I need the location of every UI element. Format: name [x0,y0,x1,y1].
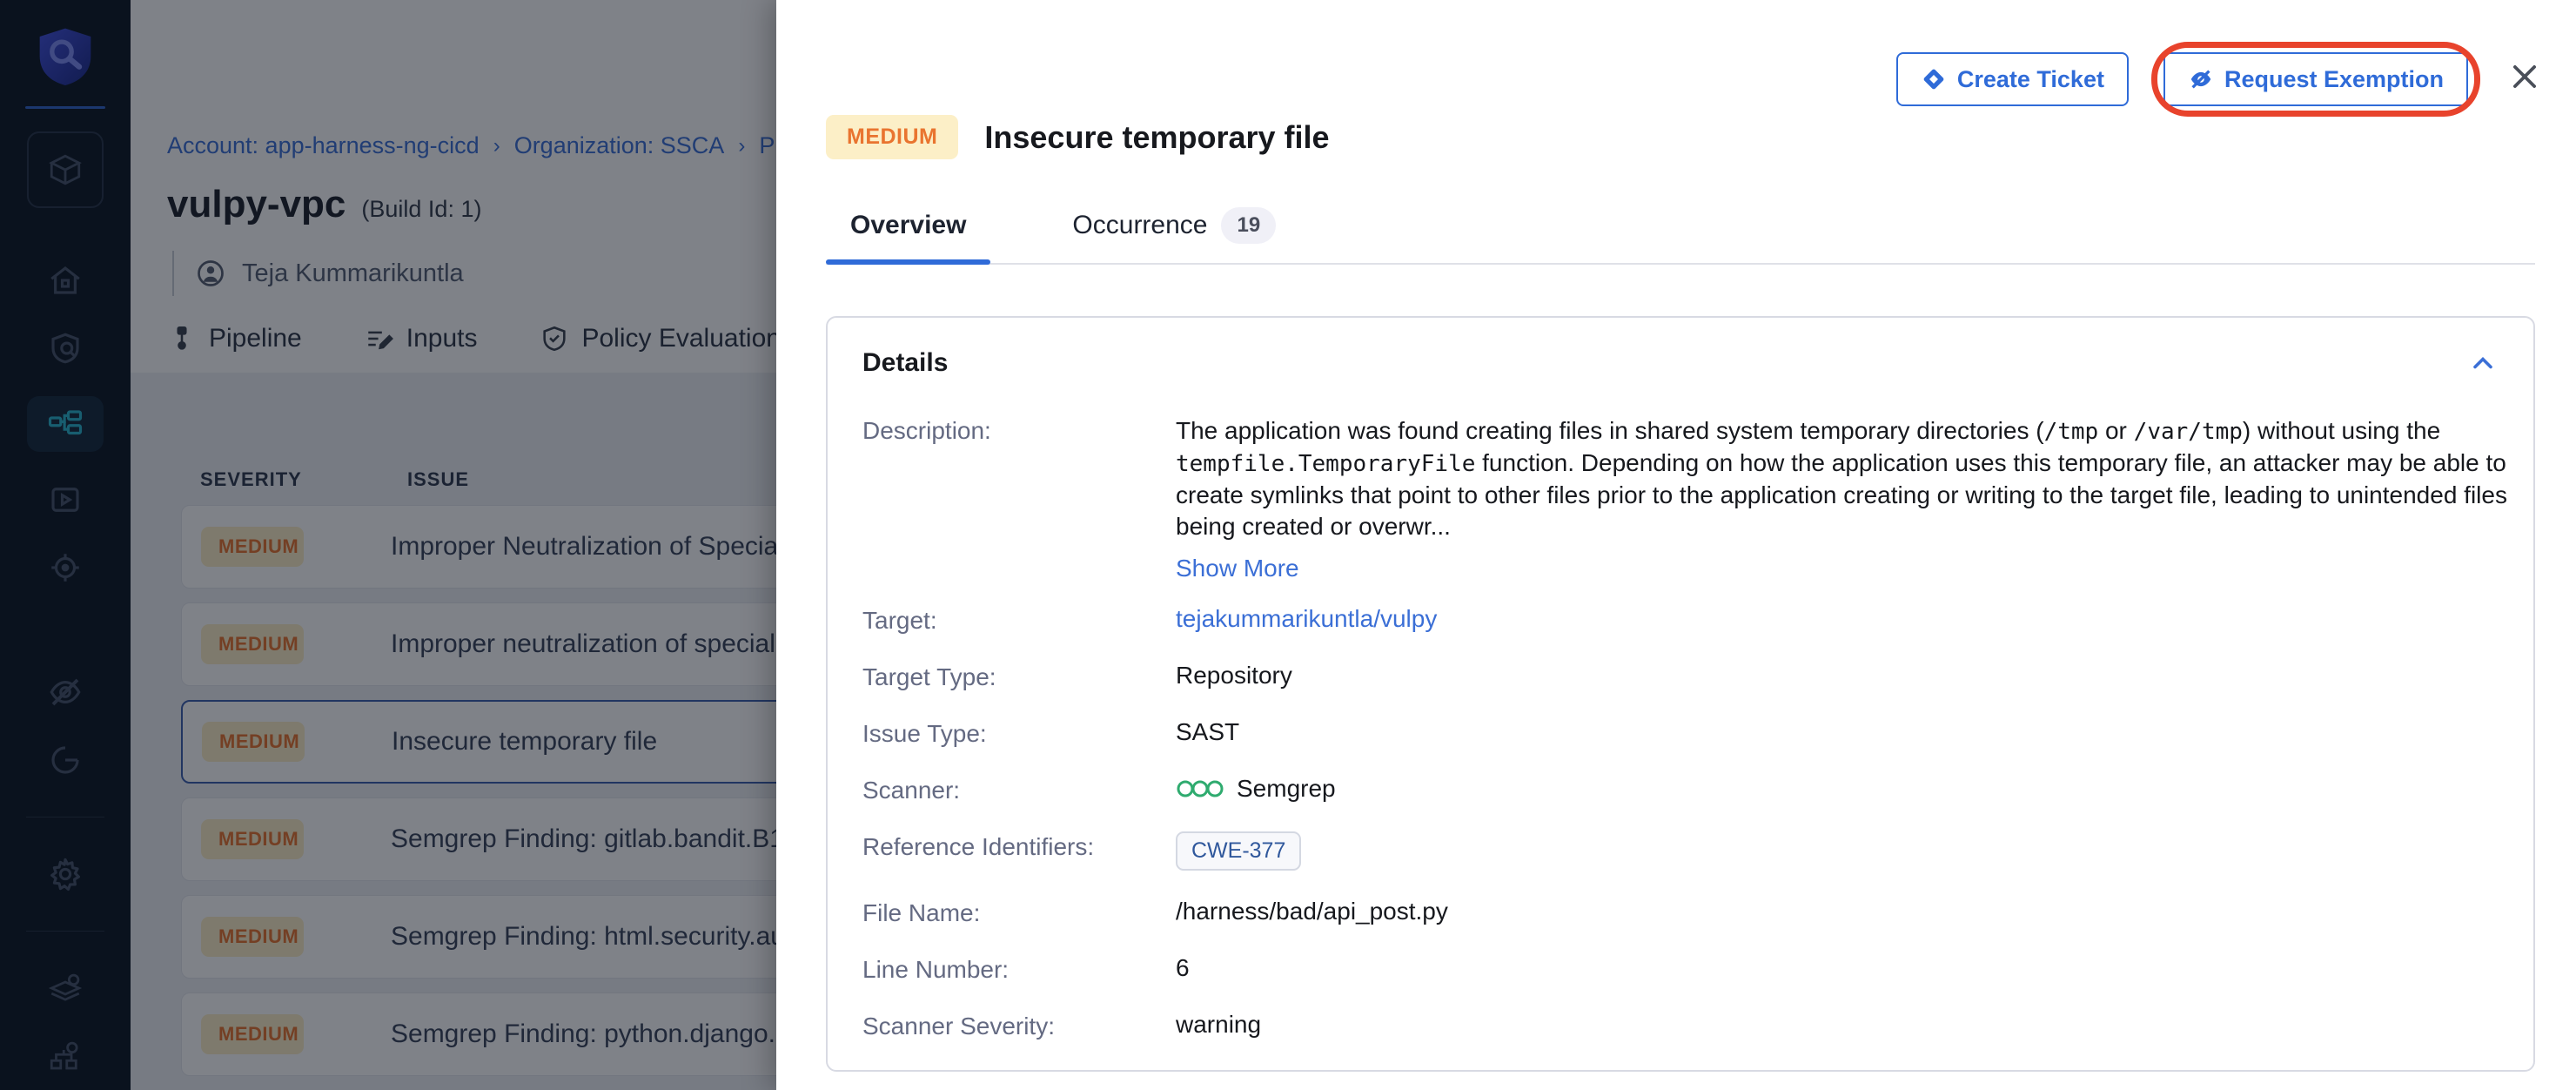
target-link[interactable]: tejakummarikuntla/vulpy [1176,605,1438,632]
description-text: The application was found creating files in shared system temporary directories (/tmp or /var/tmp) without using the tempfile.TemporaryFile function. Depending on how the application uses this temporary file, an attacker may be able to create symlinks that point to other files prior to the application creating or writing to the target file, leading to unintended files being created or overwr... [1176,417,2507,540]
cwe-chip[interactable]: CWE-377 [1176,831,1301,871]
field-value: /harness/bad/api_post.py [1176,898,1448,925]
chevron-up-icon[interactable] [2467,347,2499,379]
close-icon[interactable] [2508,60,2546,98]
scanner-name: Semgrep [1237,775,1336,802]
field-label: Target Type: [862,663,996,690]
target-type-row [862,662,2499,691]
target-row [862,605,2499,635]
issue-details-panel [776,0,2576,1090]
issue-title: Insecure temporary file [984,118,1330,155]
field-label: Description: [862,417,991,444]
field-label: Reference Identifiers: [862,833,1095,860]
field-label: File Name: [862,899,981,926]
description-row [862,415,2507,582]
panel-tabbar [826,207,2535,265]
field-label: Scanner Severity: [862,1013,1055,1040]
create-ticket-button[interactable]: Create Ticket [1896,52,2129,106]
file-name-row [862,898,2499,927]
tab-overview[interactable]: Overview [826,207,990,263]
details-heading: Details [862,348,949,377]
semgrep-icon [1176,777,1224,800]
field-label: Scanner: [862,777,961,804]
field-label: Issue Type: [862,720,987,747]
eye-off-icon [2188,66,2214,92]
field-value: SAST [1176,718,1240,745]
issue-type-row [862,718,2499,748]
scanner-row [862,775,2499,804]
tab-occurrence[interactable]: Occurrence 19 [1048,207,1300,263]
show-more-link[interactable]: Show More [1176,555,1299,582]
line-number-row [862,954,2499,984]
field-value: 6 [1176,954,1190,981]
field-label: Target: [862,607,937,634]
ticket-diamond-icon [1921,66,1947,92]
field-value: Repository [1176,662,1292,689]
field-label: Line Number: [862,956,1010,983]
field-value: warning [1176,1011,1262,1038]
request-exemption-button[interactable]: Request Exemption [2163,52,2468,106]
severity-badge: MEDIUM [826,115,958,159]
details-card [826,316,2535,1072]
reference-identifiers-row [862,831,2499,871]
occurrence-count-badge: 19 [1221,207,1276,244]
scanner-severity-row [862,1011,2499,1040]
